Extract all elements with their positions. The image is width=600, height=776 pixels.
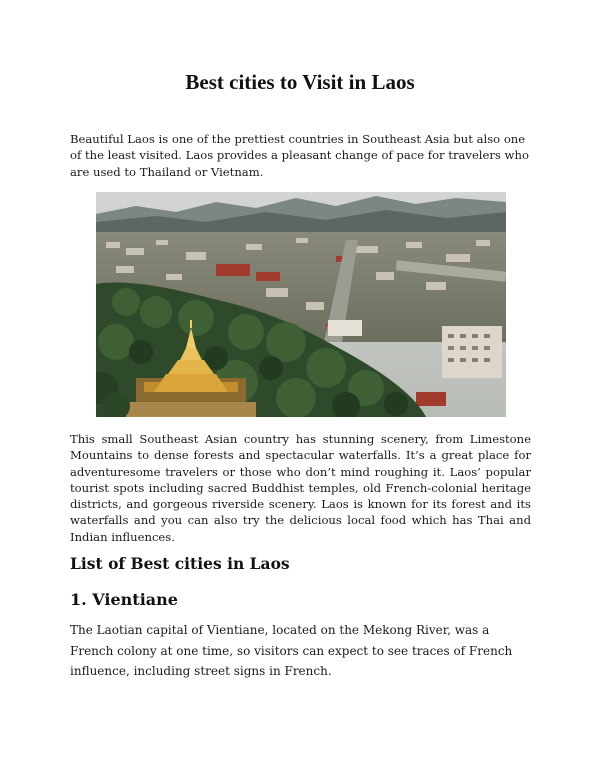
city-paragraph: The Laotian capital of Vientiane, located on the Mekong River, was a French colony at one time, so visitors can expect to see traces of French influence, including street signs in French.	[70, 623, 513, 678]
body-paragraph: This small Southeast Asian country has stunning scenery, from Limestone Mountains to dense forests and spectacular waterfalls. It’s a great place for adventuresome travelers or those who don’t mind roughing it. Laos’ popular tourist spots including sacred Buddhist temples, old French-colonial heritage districts, and gorgeous riverside scenery. Laos is known for its forest and its waterfalls and you can also try the delicious local food which has Thai and Indian influences.	[70, 432, 531, 544]
section-heading: List of Best cities in Laos	[70, 554, 290, 573]
laos-aerial-photo	[96, 192, 506, 417]
aerial-city-illustration	[96, 192, 506, 417]
page-title: Best cities to Visit in Laos	[185, 70, 415, 94]
city-heading: 1. Vientiane	[70, 590, 178, 609]
intro-paragraph: Beautiful Laos is one of the prettiest countries in Southeast Asia but also one of the least visited. Laos provides a pleasant change of pace for travelers who are used to Thailand or Vietnam.	[70, 132, 529, 179]
